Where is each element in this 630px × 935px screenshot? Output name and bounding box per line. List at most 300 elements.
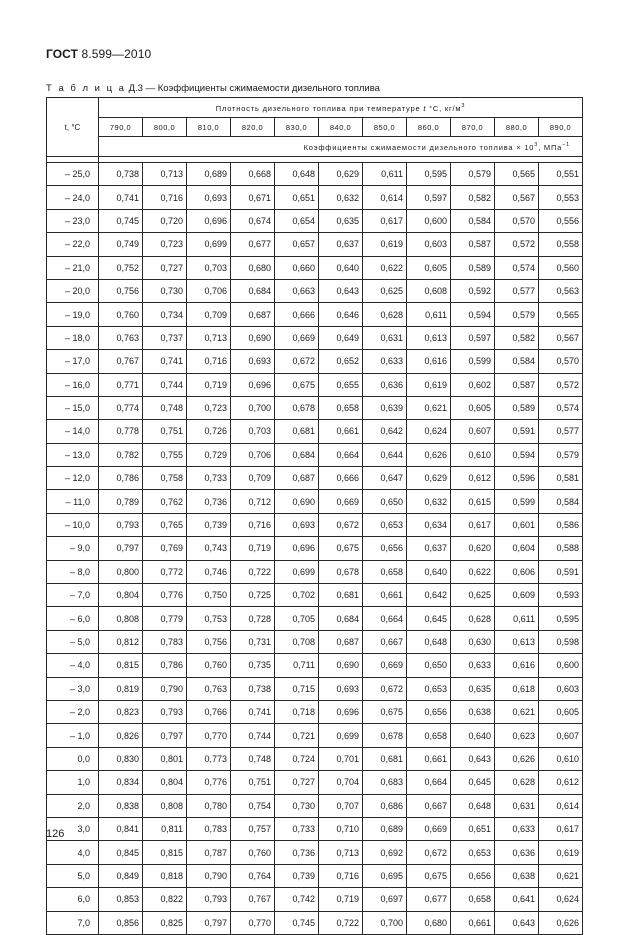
coefficient-cell: 0,726	[187, 420, 231, 443]
coefficient-cell: 0,613	[407, 326, 451, 349]
coefficient-cell: 0,645	[451, 771, 495, 794]
temperature-cell: – 3,0	[47, 677, 99, 700]
temperature-header-text: t, °C	[64, 122, 81, 132]
coefficient-cell: 0,849	[99, 864, 143, 887]
coefficient-cell: 0,581	[539, 467, 583, 490]
coefficient-cell: 0,661	[407, 747, 451, 770]
coefficient-cell: 0,727	[275, 771, 319, 794]
coefficient-cell: 0,779	[143, 607, 187, 630]
coef-header-exp1: 3	[534, 141, 539, 148]
coefficient-cell: 0,793	[187, 888, 231, 911]
coefficient-cell: 0,716	[319, 864, 363, 887]
coefficient-cell: 0,621	[407, 396, 451, 419]
coefficient-cell: 0,786	[99, 467, 143, 490]
coefficient-cell: 0,565	[539, 303, 583, 326]
coefficient-cell: 0,584	[451, 209, 495, 232]
coefficient-cell: 0,818	[143, 864, 187, 887]
coefficient-cell: 0,672	[275, 350, 319, 373]
table-row	[47, 279, 583, 302]
density-column-header: 830,0	[275, 118, 319, 137]
coefficient-cell: 0,589	[451, 256, 495, 279]
temperature-cell: 4,0	[47, 841, 99, 864]
coefficient-cell: 0,841	[99, 817, 143, 840]
coefficient-cell: 0,783	[187, 817, 231, 840]
coefficient-cell: 0,635	[319, 209, 363, 232]
coefficient-cell: 0,724	[275, 747, 319, 770]
coefficient-cell: 0,701	[319, 747, 363, 770]
coefficient-cell: 0,651	[275, 186, 319, 209]
coefficient-cell: 0,669	[363, 654, 407, 677]
density-column-header: 810,0	[187, 118, 231, 137]
coefficient-cell: 0,587	[495, 373, 539, 396]
coefficient-cell: 0,748	[143, 396, 187, 419]
temperature-cell: – 12,0	[47, 467, 99, 490]
table-row	[47, 888, 583, 911]
coefficient-cell: 0,825	[143, 911, 187, 934]
coefficient-cell: 0,684	[275, 443, 319, 466]
coefficient-cell: 0,686	[363, 794, 407, 817]
coefficient-cell: 0,706	[231, 443, 275, 466]
coefficient-cell: 0,722	[231, 560, 275, 583]
coefficient-cell: 0,704	[319, 771, 363, 794]
coefficient-cell: 0,612	[539, 771, 583, 794]
coefficient-cell: 0,582	[495, 326, 539, 349]
coefficient-cell: 0,778	[99, 420, 143, 443]
coefficient-cell: 0,642	[363, 420, 407, 443]
coefficient-cell: 0,770	[187, 724, 231, 747]
coefficient-cell: 0,601	[495, 513, 539, 536]
coefficient-cell: 0,614	[539, 794, 583, 817]
coefficient-cell: 0,764	[231, 864, 275, 887]
temperature-cell: – 8,0	[47, 560, 99, 583]
coefficient-cell: 0,729	[187, 443, 231, 466]
page-number: 126	[46, 828, 65, 840]
coefficient-cell: 0,750	[187, 584, 231, 607]
coefficient-cell: 0,656	[407, 700, 451, 723]
coefficient-cell: 0,628	[451, 607, 495, 630]
coefficient-cell: 0,669	[275, 326, 319, 349]
table-row	[47, 256, 583, 279]
coefficient-cell: 0,782	[99, 443, 143, 466]
coefficient-cell: 0,653	[363, 513, 407, 536]
coefficient-cell: 0,819	[99, 677, 143, 700]
coefficient-cell: 0,736	[187, 490, 231, 513]
coefficient-cell: 0,621	[539, 864, 583, 887]
coefficient-cell: 0,741	[143, 350, 187, 373]
coefficient-cell: 0,592	[451, 279, 495, 302]
coefficient-cell: 0,793	[143, 700, 187, 723]
temperature-cell: – 2,0	[47, 700, 99, 723]
coefficient-cell: 0,631	[495, 794, 539, 817]
coef-header-mid: , МПа	[538, 142, 563, 152]
coefficient-cell: 0,675	[363, 700, 407, 723]
temperature-cell: 5,0	[47, 864, 99, 887]
coefficient-cell: 0,678	[363, 724, 407, 747]
coefficient-cell: 0,801	[143, 747, 187, 770]
coefficient-cell: 0,650	[407, 654, 451, 677]
table-body	[47, 163, 583, 935]
temperature-cell: – 6,0	[47, 607, 99, 630]
coefficient-cell: 0,636	[363, 373, 407, 396]
coefficient-cell: 0,607	[451, 420, 495, 443]
density-column-header: 850,0	[363, 118, 407, 137]
coefficient-cell: 0,551	[539, 163, 583, 186]
density-column-header: 870,0	[451, 118, 495, 137]
coefficient-cell: 0,696	[231, 373, 275, 396]
coefficient-cell: 0,656	[363, 537, 407, 560]
coefficient-cell: 0,680	[407, 911, 451, 934]
temperature-cell: – 13,0	[47, 443, 99, 466]
table-row	[47, 420, 583, 443]
table-row	[47, 841, 583, 864]
coefficient-cell: 0,748	[231, 747, 275, 770]
coefficient-cell: 0,749	[99, 233, 143, 256]
coefficient-cell: 0,587	[451, 233, 495, 256]
temperature-cell: – 14,0	[47, 420, 99, 443]
coefficient-cell: 0,558	[539, 233, 583, 256]
coefficient-cell: 0,690	[319, 654, 363, 677]
coefficient-cell: 0,758	[143, 467, 187, 490]
coefficient-cell: 0,610	[539, 747, 583, 770]
coefficient-cell: 0,593	[539, 584, 583, 607]
coefficient-cell: 0,793	[99, 513, 143, 536]
coefficient-cell: 0,738	[231, 677, 275, 700]
coefficient-cell: 0,797	[143, 724, 187, 747]
coefficient-cell: 0,646	[319, 303, 363, 326]
coefficient-cell: 0,690	[275, 490, 319, 513]
coefficient-cell: 0,653	[407, 677, 451, 700]
coefficient-cell: 0,579	[495, 303, 539, 326]
coefficient-cell: 0,702	[275, 584, 319, 607]
coefficient-cell: 0,770	[231, 911, 275, 934]
coefficient-cell: 0,800	[99, 560, 143, 583]
coefficient-cell: 0,739	[187, 513, 231, 536]
coefficient-cell: 0,760	[231, 841, 275, 864]
coefficient-cell: 0,672	[363, 677, 407, 700]
coefficient-cell: 0,617	[363, 209, 407, 232]
coefficient-group-header	[99, 137, 583, 157]
density-column-header: 790,0	[99, 118, 143, 137]
coefficient-cell: 0,640	[407, 560, 451, 583]
coefficient-cell: 0,657	[275, 233, 319, 256]
temperature-cell: 1,0	[47, 771, 99, 794]
coefficient-cell: 0,678	[319, 560, 363, 583]
table-row	[47, 303, 583, 326]
coefficient-cell: 0,563	[539, 279, 583, 302]
coefficient-cell: 0,617	[539, 817, 583, 840]
coefficient-cell: 0,734	[143, 303, 187, 326]
coefficient-cell: 0,723	[143, 233, 187, 256]
coefficient-cell: 0,643	[451, 747, 495, 770]
coefficient-cell: 0,605	[539, 700, 583, 723]
coefficient-cell: 0,683	[363, 771, 407, 794]
coefficient-cell: 0,567	[495, 186, 539, 209]
coefficient-cell: 0,804	[143, 771, 187, 794]
coefficient-cell: 0,567	[539, 326, 583, 349]
coefficient-cell: 0,767	[99, 350, 143, 373]
table-row	[47, 163, 583, 186]
table-row	[47, 771, 583, 794]
temperature-cell: – 11,0	[47, 490, 99, 513]
coefficient-cell: 0,812	[99, 630, 143, 653]
coefficient-cell: 0,602	[451, 373, 495, 396]
coefficient-cell: 0,636	[495, 841, 539, 864]
coefficient-cell: 0,780	[187, 794, 231, 817]
coefficient-cell: 0,606	[495, 560, 539, 583]
coefficient-cell: 0,709	[187, 303, 231, 326]
coefficient-cell: 0,644	[363, 443, 407, 466]
coefficient-cell: 0,565	[495, 163, 539, 186]
coefficient-cell: 0,582	[451, 186, 495, 209]
coefficient-cell: 0,611	[407, 303, 451, 326]
coefficient-cell: 0,696	[319, 700, 363, 723]
coefficient-cell: 0,640	[319, 256, 363, 279]
temperature-cell: – 19,0	[47, 303, 99, 326]
coefficient-cell: 0,815	[99, 654, 143, 677]
coefficient-cell: 0,751	[143, 420, 187, 443]
coefficient-cell: 0,693	[231, 350, 275, 373]
coefficient-cell: 0,645	[407, 607, 451, 630]
coefficient-cell: 0,598	[539, 630, 583, 653]
coefficient-cell: 0,632	[319, 186, 363, 209]
coefficient-cell: 0,609	[495, 584, 539, 607]
coefficient-cell: 0,767	[231, 888, 275, 911]
coefficient-cell: 0,674	[231, 209, 275, 232]
coefficient-cell: 0,823	[99, 700, 143, 723]
coefficient-cell: 0,718	[275, 700, 319, 723]
coefficient-cell: 0,783	[143, 630, 187, 653]
coefficient-cell: 0,753	[187, 607, 231, 630]
coefficient-cell: 0,651	[451, 817, 495, 840]
density-column-header: 880,0	[495, 118, 539, 137]
temperature-cell: – 25,0	[47, 163, 99, 186]
coefficient-cell: 0,650	[363, 490, 407, 513]
coefficient-cell: 0,607	[539, 724, 583, 747]
coefficient-cell: 0,728	[231, 607, 275, 630]
coefficient-cell: 0,617	[451, 513, 495, 536]
coefficient-cell: 0,730	[275, 794, 319, 817]
coefficient-cell: 0,647	[363, 467, 407, 490]
coefficient-cell: 0,743	[187, 537, 231, 560]
coefficient-cell: 0,735	[231, 654, 275, 677]
coefficient-cell: 0,771	[99, 373, 143, 396]
temperature-cell: – 17,0	[47, 350, 99, 373]
coefficient-cell: 0,826	[99, 724, 143, 747]
coefficient-cell: 0,672	[319, 513, 363, 536]
table-row	[47, 396, 583, 419]
coefficient-cell: 0,790	[187, 864, 231, 887]
coefficient-cell: 0,754	[231, 794, 275, 817]
coefficient-cell: 0,786	[143, 654, 187, 677]
temperature-cell: – 16,0	[47, 373, 99, 396]
coefficient-cell: 0,830	[99, 747, 143, 770]
table-row	[47, 864, 583, 887]
coefficient-cell: 0,626	[407, 443, 451, 466]
coefficient-cell: 0,572	[495, 233, 539, 256]
coefficient-cell: 0,804	[99, 584, 143, 607]
coefficient-cell: 0,853	[99, 888, 143, 911]
coefficient-cell: 0,648	[407, 630, 451, 653]
coefficient-cell: 0,739	[275, 864, 319, 887]
table-row	[47, 490, 583, 513]
coefficient-cell: 0,570	[539, 350, 583, 373]
temperature-cell: – 18,0	[47, 326, 99, 349]
coefficient-cell: 0,693	[319, 677, 363, 700]
coefficient-cell: 0,752	[99, 256, 143, 279]
coefficient-cell: 0,658	[407, 724, 451, 747]
coefficient-cell: 0,579	[451, 163, 495, 186]
coefficient-cell: 0,619	[539, 841, 583, 864]
coefficient-cell: 0,642	[407, 584, 451, 607]
density-header-t: t	[423, 103, 427, 113]
coefficient-cell: 0,711	[275, 654, 319, 677]
coefficient-cell: 0,731	[231, 630, 275, 653]
coefficient-cell: 0,626	[539, 911, 583, 934]
coefficient-cell: 0,774	[99, 396, 143, 419]
temperature-cell: – 24,0	[47, 186, 99, 209]
coefficient-cell: 0,699	[187, 233, 231, 256]
coefficient-cell: 0,595	[539, 607, 583, 630]
coefficient-cell: 0,600	[539, 654, 583, 677]
coefficient-cell: 0,716	[231, 513, 275, 536]
coefficient-cell: 0,681	[275, 420, 319, 443]
density-column-header: 820,0	[231, 118, 275, 137]
coefficient-cell: 0,713	[143, 163, 187, 186]
coefficient-cell: 0,661	[451, 911, 495, 934]
coefficient-cell: 0,756	[187, 630, 231, 653]
coefficient-cell: 0,612	[451, 467, 495, 490]
coefficient-cell: 0,765	[143, 513, 187, 536]
coefficient-cell: 0,588	[539, 537, 583, 560]
coefficient-cell: 0,773	[187, 747, 231, 770]
temperature-cell: 6,0	[47, 888, 99, 911]
coefficient-cell: 0,574	[539, 396, 583, 419]
coefficient-cell: 0,619	[407, 373, 451, 396]
coefficient-cell: 0,611	[363, 163, 407, 186]
coefficient-cell: 0,737	[143, 326, 187, 349]
coefficient-cell: 0,653	[451, 841, 495, 864]
density-values-row	[47, 118, 583, 137]
table-row	[47, 373, 583, 396]
coefficient-cell: 0,681	[319, 584, 363, 607]
coefficient-cell: 0,622	[451, 560, 495, 583]
coefficient-cell: 0,733	[187, 467, 231, 490]
coefficient-cell: 0,654	[275, 209, 319, 232]
coefficient-cell: 0,658	[363, 560, 407, 583]
coefficient-cell: 0,584	[495, 350, 539, 373]
temperature-cell: – 4,0	[47, 654, 99, 677]
coefficient-cell: 0,808	[143, 794, 187, 817]
density-column-header: 800,0	[143, 118, 187, 137]
coefficient-cell: 0,631	[363, 326, 407, 349]
coef-header-text: Коэффициенты сжимаемости дизельного топлива × 10	[303, 142, 535, 152]
standard-number: 8.599—2010	[81, 47, 152, 61]
coefficient-cell: 0,710	[319, 817, 363, 840]
temperature-cell: – 22,0	[47, 233, 99, 256]
coefficient-cell: 0,736	[275, 841, 319, 864]
coefficient-cell: 0,715	[275, 677, 319, 700]
coefficient-cell: 0,720	[143, 209, 187, 232]
coefficient-cell: 0,696	[275, 537, 319, 560]
coefficient-cell: 0,640	[451, 724, 495, 747]
document-header	[46, 47, 151, 61]
coefficient-cell: 0,633	[451, 654, 495, 677]
coefficient-cell: 0,709	[231, 467, 275, 490]
coefficient-cell: 0,700	[231, 396, 275, 419]
coefficient-cell: 0,574	[495, 256, 539, 279]
table-row	[47, 350, 583, 373]
coefficient-cell: 0,635	[451, 677, 495, 700]
density-header-exp: 3	[461, 102, 466, 109]
coefficient-cell: 0,745	[99, 209, 143, 232]
coefficient-cell: 0,695	[363, 864, 407, 887]
coefficient-cell: 0,637	[407, 537, 451, 560]
coefficient-cell: 0,624	[539, 888, 583, 911]
coefficient-cell: 0,719	[231, 537, 275, 560]
coefficient-cell: 0,689	[363, 817, 407, 840]
coefficient-cell: 0,808	[99, 607, 143, 630]
coefficient-cell: 0,597	[407, 186, 451, 209]
density-column-header: 890,0	[539, 118, 583, 137]
temperature-cell: – 20,0	[47, 279, 99, 302]
coefficient-cell: 0,594	[495, 443, 539, 466]
coefficient-cell: 0,643	[319, 279, 363, 302]
coefficient-cell: 0,638	[451, 700, 495, 723]
coefficient-cell: 0,656	[451, 864, 495, 887]
coefficient-cell: 0,845	[99, 841, 143, 864]
coefficient-cell: 0,579	[539, 443, 583, 466]
table-row	[47, 911, 583, 934]
coefficient-cell: 0,629	[319, 163, 363, 186]
coefficient-cell: 0,591	[495, 420, 539, 443]
coefficient-cell: 0,664	[407, 771, 451, 794]
coefficient-cell: 0,586	[539, 513, 583, 536]
coefficient-cell: 0,625	[451, 584, 495, 607]
coefficient-cell: 0,625	[363, 279, 407, 302]
coefficient-cell: 0,705	[275, 607, 319, 630]
coefficient-cell: 0,744	[231, 724, 275, 747]
coefficient-cell: 0,637	[319, 233, 363, 256]
coefficient-cell: 0,589	[495, 396, 539, 419]
coefficient-cell: 0,815	[143, 841, 187, 864]
coefficient-cell: 0,594	[451, 303, 495, 326]
coefficient-cell: 0,623	[495, 724, 539, 747]
coefficient-cell: 0,600	[407, 209, 451, 232]
coefficient-cell: 0,667	[407, 794, 451, 817]
compressibility-table	[46, 97, 583, 935]
coefficient-cell: 0,690	[231, 326, 275, 349]
coefficient-cell: 0,693	[275, 513, 319, 536]
coefficient-cell: 0,641	[495, 888, 539, 911]
table-row	[47, 326, 583, 349]
coefficient-cell: 0,707	[319, 794, 363, 817]
coefficient-cell: 0,692	[363, 841, 407, 864]
table-row	[47, 747, 583, 770]
coefficient-cell: 0,633	[495, 817, 539, 840]
table-row	[47, 677, 583, 700]
coefficient-cell: 0,687	[319, 630, 363, 653]
table-row	[47, 607, 583, 630]
table-row	[47, 724, 583, 747]
coefficient-cell: 0,608	[407, 279, 451, 302]
coefficient-cell: 0,712	[231, 490, 275, 513]
coefficient-cell: 0,603	[407, 233, 451, 256]
coefficient-cell: 0,599	[495, 490, 539, 513]
coefficient-cell: 0,789	[99, 490, 143, 513]
table-row	[47, 584, 583, 607]
coefficient-cell: 0,595	[407, 163, 451, 186]
coefficient-cell: 0,599	[451, 350, 495, 373]
